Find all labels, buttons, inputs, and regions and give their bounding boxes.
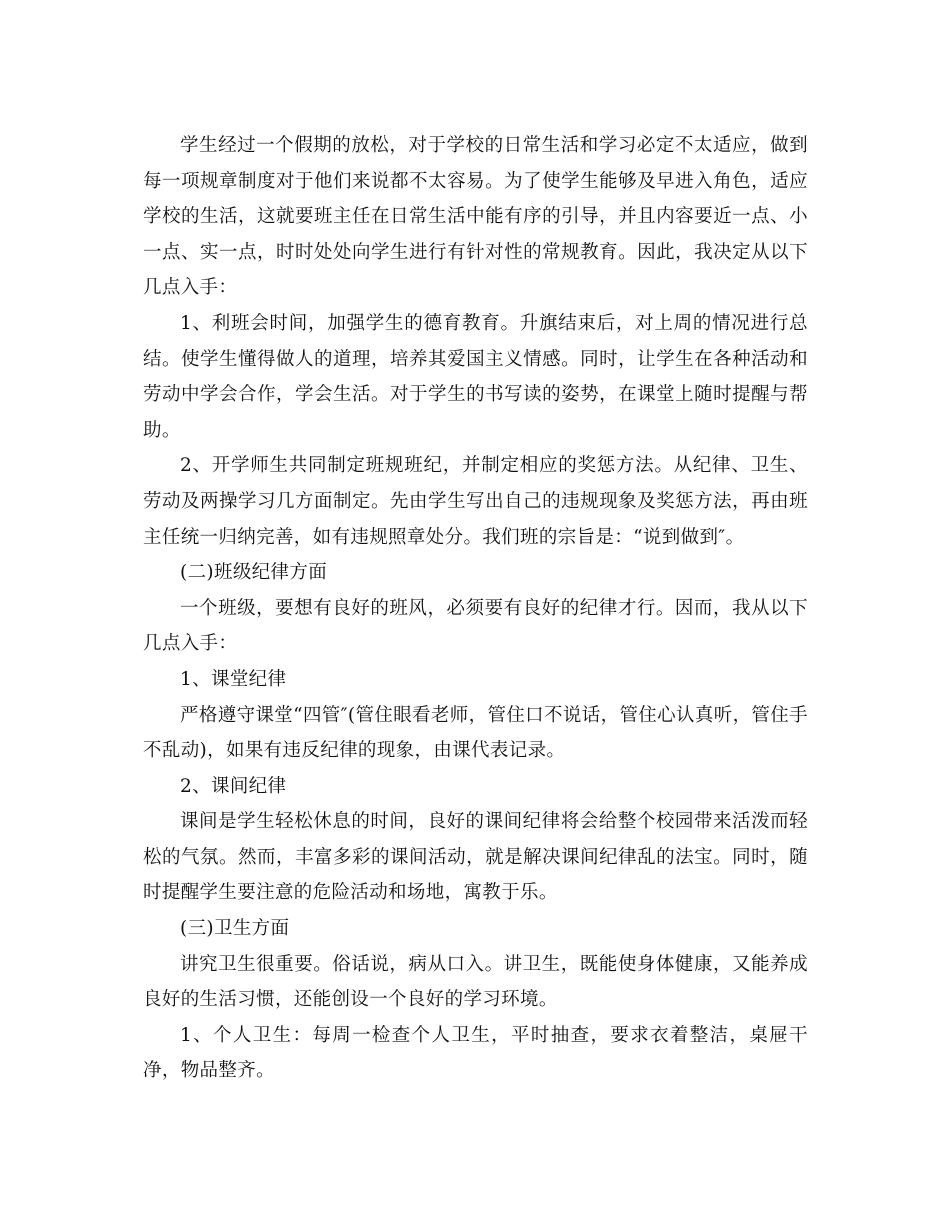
paragraph-point-2: 2、开学师生共同制定班规班纪，并制定相应的奖惩方法。从纪律、卫生、劳动及两操学习几方面制定。先由学生写出自己的违规现象及奖惩方法，再由班主任统一归纳完善，如有违规照章处分。我们班的宗旨是：“说到做到″。 [143, 455, 808, 548]
paragraph-hygiene-intro: 讲究卫生很重要。俗话说，病从口入。讲卫生，既能使身体健康，又能养成良好的生活习惯，还能创设一个良好的学习环境。 [143, 953, 808, 1011]
paragraph-point-1: 1、利班会时间，加强学生的德育教育。升旗结束后，对上周的情况进行总结。使学生懂得做人的道理，培养其爱国主义情感。同时，让学生在各种活动和劳动中学会合作，学会生活。对于学生的书写读的姿势，在课堂上随时提醒与帮助。 [143, 312, 808, 441]
paragraph-discipline-intro: 一个班级，要想有良好的班风，必须要有良好的纪律才行。因而，我从以下几点入手： [143, 597, 808, 655]
paragraph-break-discipline: 课间是学生轻松休息的时间，良好的课间纪律将会给整个校园带来活泼而轻松的气氛。然而，丰富多彩的课间活动，就是解决课间纪律乱的法宝。同时，随时提醒学生要注意的危险活动和场地，寓教于乐。 [143, 811, 808, 904]
paragraph-classroom-discipline: 严格遵守课堂“四管″(管住眼看老师，管住口不说话，管住心认真听，管住手不乱动)，如果有违反纪律的现象，由课代表记录。 [143, 704, 808, 762]
document-page [143, 128, 808, 1089]
subheading-break-discipline: 2、课间纪律 [180, 775, 287, 797]
subheading-classroom-discipline: 1、课堂纪律 [180, 668, 287, 690]
section-heading-hygiene: (三)卫生方面 [180, 918, 290, 940]
paragraph-intro: 学生经过一个假期的放松，对于学校的日常生活和学习必定不太适应，做到每一项规章制度对于他们来说都不太容易。为了使学生能够及早进入角色，适应学校的生活，这就要班主任在日常生活中能有序的引导，并且内容要近一点、小一点、实一点，时时处处向学生进行有针对性的常规教育。因此，我决定从以下几点入手： [143, 135, 808, 299]
paragraph-personal-hygiene: 1、个人卫生：每周一检查个人卫生，平时抽查，要求衣着整洁，桌屉干净，物品整齐。 [143, 1024, 808, 1082]
section-heading-discipline: (二)班级纪律方面 [180, 562, 328, 584]
